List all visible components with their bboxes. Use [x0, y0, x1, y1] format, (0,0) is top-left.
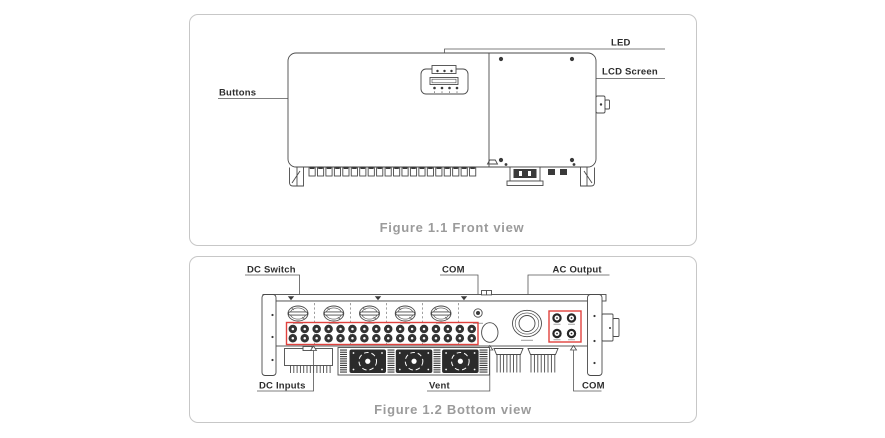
dc-inputs-label: DC Inputs [259, 380, 306, 392]
ac-output-label: AC Output [552, 264, 602, 276]
vent-label: Vent [429, 380, 450, 392]
wiring-box [285, 347, 333, 374]
buttons-label: Buttons [219, 87, 257, 99]
lcd-screen-label: LCD Screen [602, 66, 658, 78]
figure-1-2-panel [189, 256, 697, 423]
com-port-front [548, 169, 555, 175]
fan-grille [396, 350, 433, 374]
fan-assembly [338, 348, 490, 376]
figure-1-1-panel [189, 14, 697, 246]
screw-dot [505, 163, 508, 166]
control-panel [421, 66, 468, 95]
fan-grille [350, 350, 387, 374]
side-handle [596, 96, 610, 113]
com-bottom-label: COM [582, 380, 605, 392]
fan-grille [442, 350, 479, 374]
mounting-foot-left [290, 168, 304, 187]
screw-dot [573, 163, 576, 166]
lcd-screen [430, 78, 458, 85]
dc-connector-row-front [309, 167, 476, 176]
bottom-view-diagram [190, 257, 696, 422]
dc-switch-label: DC Switch [247, 264, 296, 276]
side-connector [602, 314, 619, 341]
mounting-rail-left [262, 295, 276, 376]
mounting-rail-right [588, 295, 603, 376]
com-top-label: COM [442, 264, 465, 276]
heatsink-comb-right [528, 349, 558, 373]
mounting-foot-right [581, 168, 595, 187]
heatsink-comb-left [494, 349, 523, 373]
led-label: LED [611, 37, 631, 49]
ac-connector-front [507, 167, 543, 186]
figure-1-2-caption: Figure 1.2 Bottom view [374, 402, 532, 417]
led-indicators [432, 66, 456, 74]
figure-1-1-caption: Figure 1.1 Front view [379, 220, 525, 235]
com-port-front [560, 169, 567, 175]
front-view-diagram [190, 15, 696, 245]
